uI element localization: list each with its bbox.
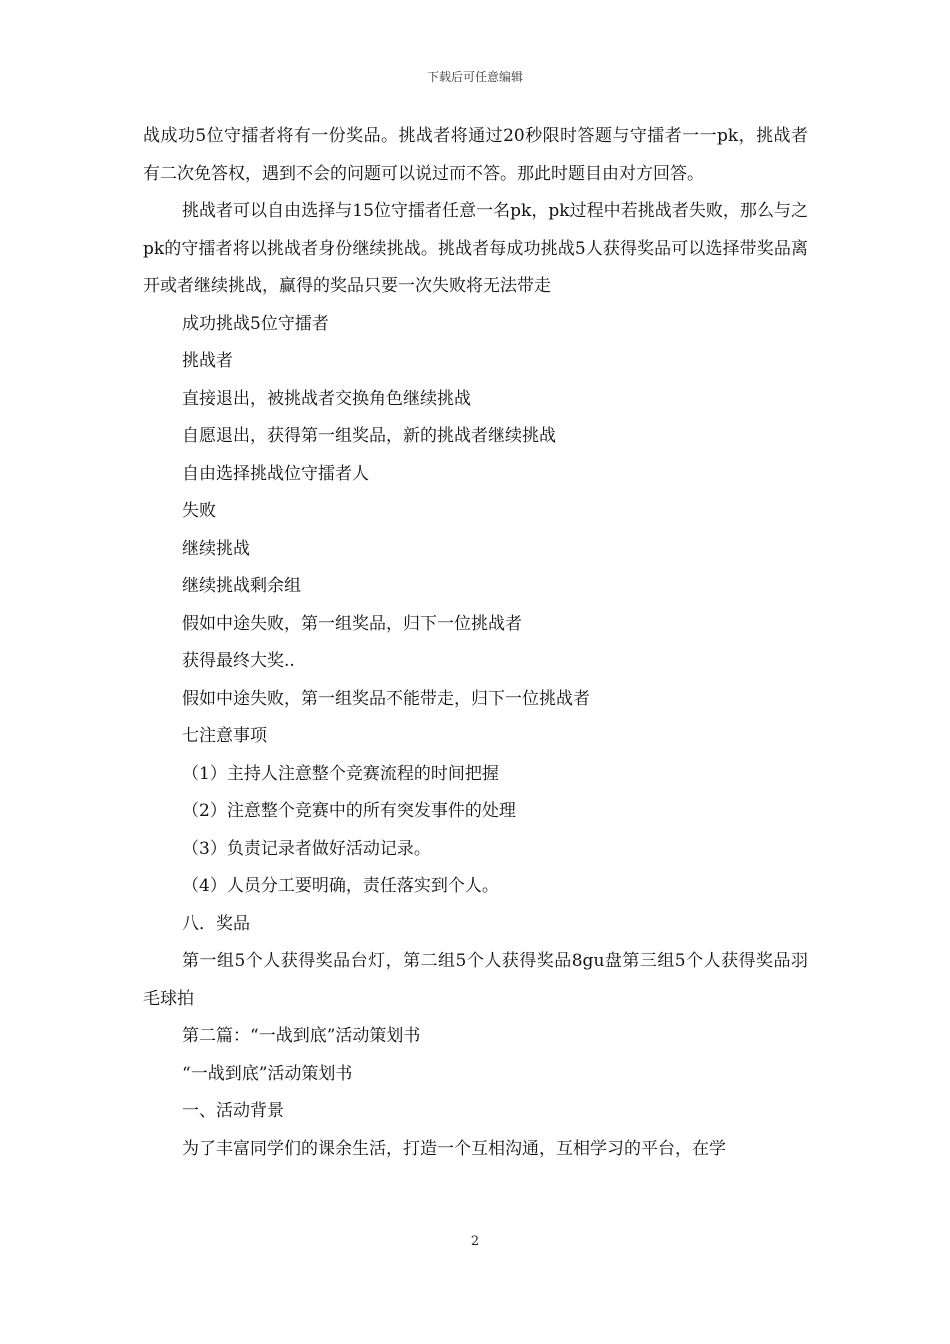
paragraph: 获得最终大奖.. xyxy=(182,651,295,671)
paragraph: 假如中途失败，第一组奖品不能带走，归下一位挑战者 xyxy=(182,688,590,709)
paragraph: 失败 xyxy=(182,501,216,521)
paragraph: 成功挑战5位守擂者 xyxy=(182,313,329,334)
paragraph: 直接退出，被挑战者交换角色继续挑战 xyxy=(182,388,471,409)
paragraph: 战成功5位守擂者将有一份奖品。挑战者将通过20秒限时答题与守擂者一一pk，挑战者有二次免答权，遇到不会的问题可以说过而不答。那此时题目由对方回答。 xyxy=(143,126,808,184)
paragraph: 自由选择挑战位守擂者人 xyxy=(182,463,369,484)
paragraph: （4）人员分工要明确，责任落实到个人。 xyxy=(182,876,499,896)
paragraph: 为了丰富同学们的课余生活，打造一个互相沟通，互相学习的平台，在学 xyxy=(182,1138,726,1159)
paragraph: 第一组5个人获得奖品台灯，第二组5个人获得奖品8gu盘第三组5个人获得奖品羽毛球拍 xyxy=(143,951,808,1009)
page-header: 下载后可任意编辑 xyxy=(426,70,523,84)
paragraph: （1）主持人注意整个竞赛流程的时间把握 xyxy=(182,763,499,784)
paragraph: 挑战者可以自由选择与15位守擂者任意一名pk，pk过程中若挑战者失败，那么与之pk的守擂者将以挑战者身份继续挑战。挑战者每成功挑战5人获得奖品可以选择带奖品离开或者继续挑战，赢得的奖品只要一次失败将无法带走 xyxy=(143,201,808,296)
paragraph: （2）注意整个竞赛中的所有突发事件的处理 xyxy=(182,801,516,821)
paragraph: 八．奖品 xyxy=(182,913,250,934)
page-number: 2 xyxy=(470,1234,480,1249)
paragraph: 自愿退出，获得第一组奖品，新的挑战者继续挑战 xyxy=(182,426,556,446)
paragraph: 假如中途失败，第一组奖品，归下一位挑战者 xyxy=(182,613,522,634)
paragraph: 继续挑战 xyxy=(182,538,250,559)
paragraph: “一战到底”活动策划书 xyxy=(182,1063,353,1084)
paragraph: 挑战者 xyxy=(182,351,233,371)
paragraph: （3）负责记录者做好活动记录。 xyxy=(182,838,431,859)
document-body xyxy=(143,118,808,1168)
paragraph: 七注意事项 xyxy=(182,726,267,746)
paragraph: 一、活动背景 xyxy=(182,1101,284,1121)
paragraph: 第二篇：“一战到底”活动策划书 xyxy=(182,1026,421,1046)
paragraph: 继续挑战剩余组 xyxy=(182,576,301,596)
